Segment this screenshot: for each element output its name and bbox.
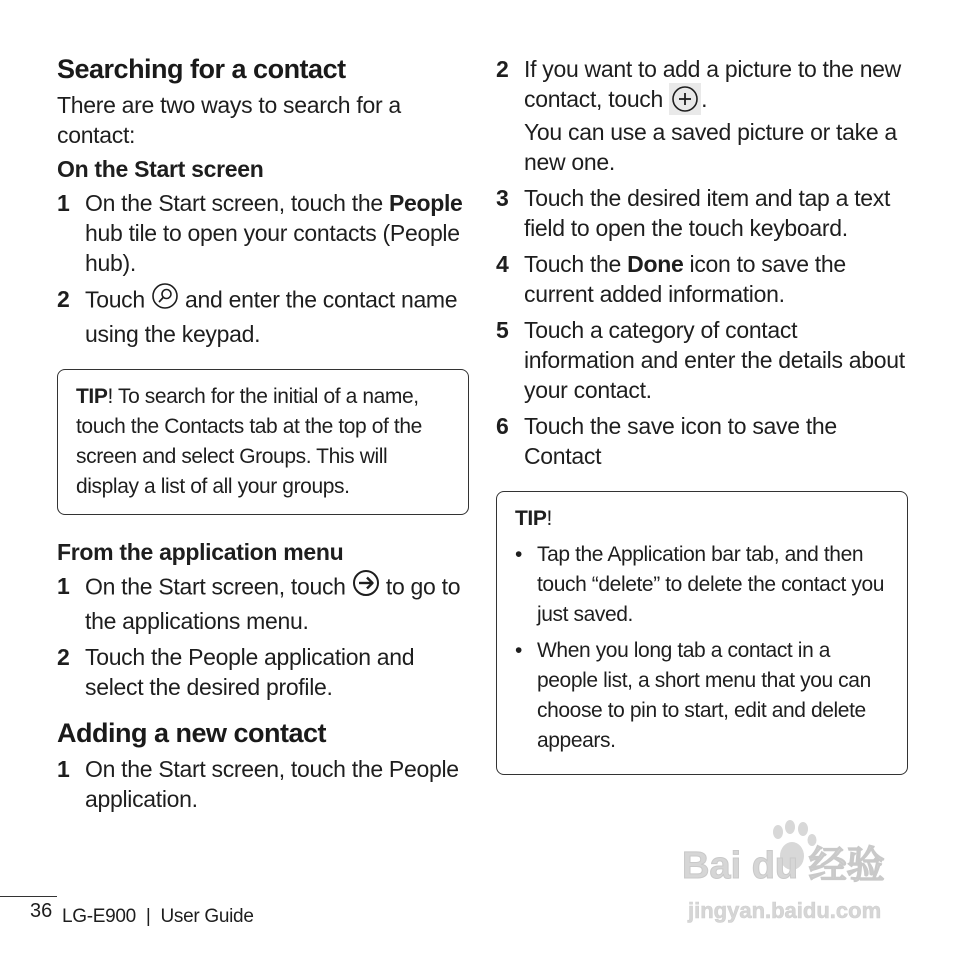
step-number: 1 (57, 756, 70, 782)
watermark-url: jingyan.baidu.com (688, 898, 882, 923)
tip-bullet (515, 540, 889, 630)
tip-text: ! To search for the initial of a name, touch the Contacts tab at the top of the screen and select Groups. This will display a list of all your groups. (76, 385, 422, 498)
tip-heading: TIP! (515, 506, 552, 530)
step-number: 4 (496, 250, 509, 277)
step-number: 6 (496, 412, 509, 439)
step-number: 2 (57, 286, 70, 312)
bullet-text: When you long tab a contact in a people list, a short menu that you can choose to pin to start, edit and delete appears. (537, 638, 871, 752)
baidu-watermark (682, 818, 912, 928)
add-contact-heading: Adding a new contact (57, 718, 327, 748)
tip-label: TIP (76, 385, 108, 408)
step-number: 3 (496, 184, 509, 211)
right-column (496, 54, 908, 797)
step-number: 2 (496, 56, 509, 82)
step-text: On the Start screen, touch the People hub tile to open your contacts (People hub). (85, 190, 463, 276)
search-contact-heading: Searching for a contact (57, 54, 346, 84)
step-text: Touch the desired item and tap a text field to open the touch keyboard. (524, 184, 891, 241)
left-column (57, 52, 469, 820)
add-step-4 (496, 249, 908, 309)
start-screen-heading: On the Start screen (57, 156, 264, 182)
page-number: 36 (30, 900, 53, 922)
tip-bullet (515, 636, 889, 756)
search-icon (151, 282, 179, 317)
add-step-2 (496, 54, 908, 177)
bullet-dot: • (515, 638, 522, 662)
step-text: Touch the People application and select the desired profile. (85, 644, 415, 700)
search-intro: There are two ways to search for a contact: (57, 92, 401, 148)
step-text: If you want to add a picture to the new contact, touch . You can use a saved picture or take a new one. (524, 56, 901, 175)
add-step-6 (496, 411, 908, 471)
step-text: Touch a category of contact information and enter the details about your contact. (524, 316, 905, 403)
step-text: On the Start screen, touch to go to the applications menu. (85, 571, 469, 636)
bullet-dot: • (515, 542, 522, 566)
app-step-1 (57, 571, 469, 636)
add-step-3 (496, 183, 908, 243)
start-step-1 (57, 188, 469, 278)
step-number: 2 (57, 644, 70, 670)
start-step-2 (57, 284, 469, 349)
footer-rule (0, 896, 57, 897)
add-step-1 (57, 754, 469, 814)
step-number: 5 (496, 316, 509, 343)
bullet-text: Tap the Application bar tab, and then touch “delete” to delete the contact you just saved. (537, 542, 885, 626)
footer-guide-text: LG-E900 | User Guide (62, 906, 254, 927)
step-text: On the Start screen, touch the People application. (85, 756, 459, 812)
step-text: Touch the save icon to save the Contact (524, 412, 837, 469)
add-plus-icon (669, 83, 701, 115)
step-text: Touch the Done icon to save the current added information. (524, 250, 846, 307)
step-text: Touch and enter the contact name using the keypad. (85, 284, 469, 349)
add-step-5 (496, 315, 908, 405)
app-step-2 (57, 642, 469, 702)
watermark-brand: Bai du 经验 (682, 845, 885, 887)
arrow-right-circle-icon (352, 569, 380, 604)
step-number: 1 (57, 573, 70, 599)
app-menu-heading: From the application menu (57, 539, 344, 565)
step-number: 1 (57, 190, 70, 216)
tip-label: TIP (515, 506, 547, 530)
tip-box-search (57, 369, 469, 515)
tip-box-delete (496, 491, 908, 775)
